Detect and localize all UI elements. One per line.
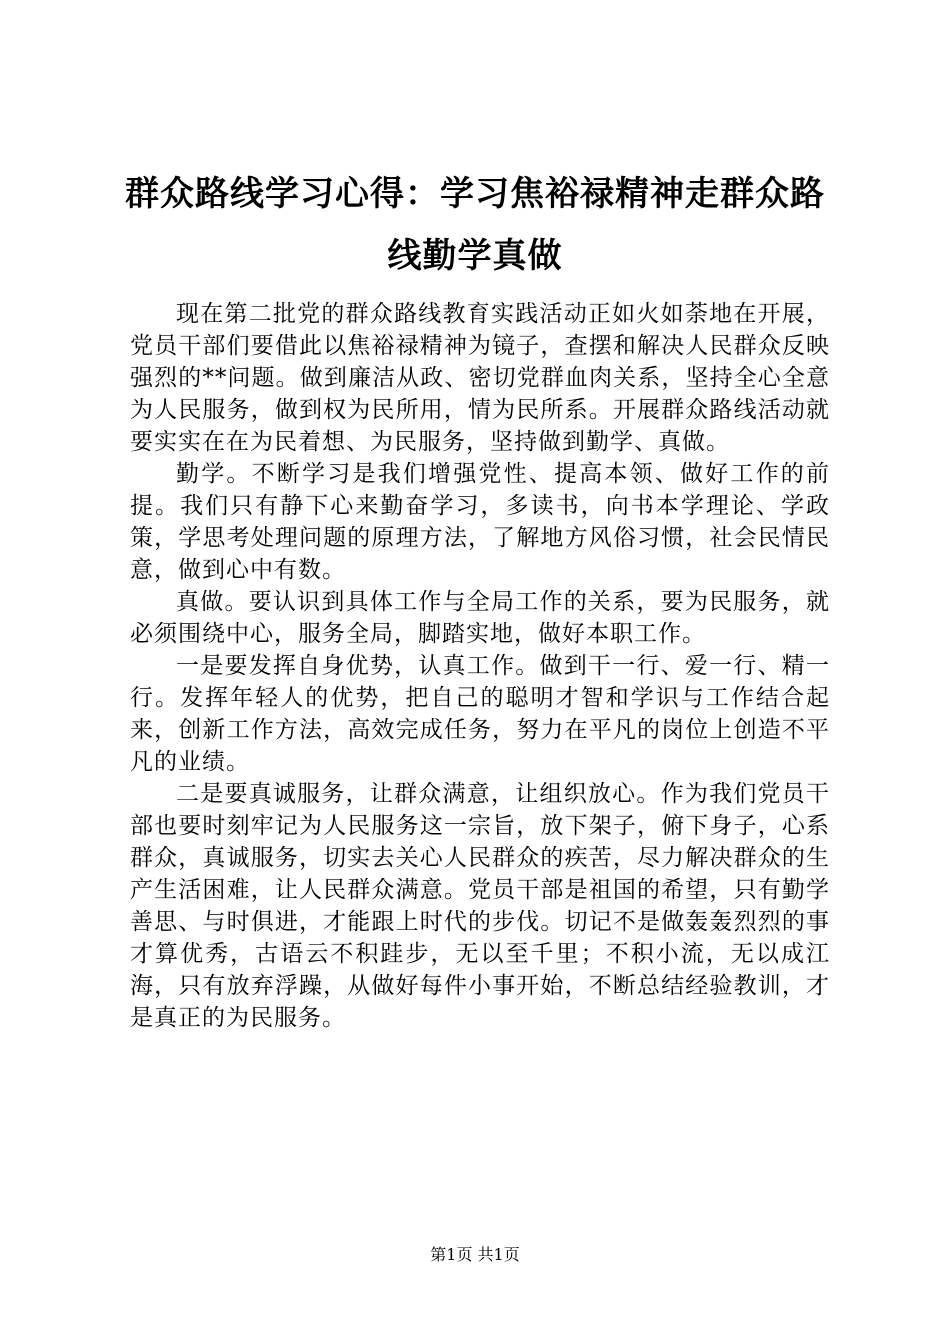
paragraph-point-one: 一是要发挥自身优势，认真工作。做到干一行、爱一行、精一行。发挥年轻人的优势，把自己的聪明才智和学识与工作结合起来，创新工作方法，高效完成任务，努力在平凡的岗位上创造不平凡的业绩。 (130, 653, 830, 775)
document-title: 群众路线学习心得：学习焦裕禄精神走群众路线勤学真做 (125, 174, 825, 276)
paragraph-real-action: 真做。要认识到具体工作与全局工作的关系，要为民服务，就必须围绕中心，服务全局，脚踏实地，做好本职工作。 (130, 589, 830, 647)
paragraph-point-two: 二是要真诚服务，让群众满意，让组织放心。作为我们党员干部也要时刻牢记为人民服务这一宗旨，放下架子，俯下身子，心系群众，真诚服务，切实去关心人民群众的疾苦，尽力解决群众的生产生活困难，让人民群众满意。党员干部是祖国的希望，只有勤学善思、与时俱进，才能跟上时代的步伐。切记不是做轰轰烈烈的事才算优秀，古语云不积跬步，无以至千里；不积小流，无以成江海，只有放弃浮躁，从做好每件小事开始，不断总结经验教训，才是真正的为民服务。 (130, 781, 830, 1031)
paragraph-diligent-study: 勤学。不断学习是我们增强党性、提高本领、做好工作的前提。我们只有静下心来勤奋学习，多读书，向书本学理论、学政策，学思考处理问题的原理方法，了解地方风俗习惯，社会民情民意，做到心中有数。 (130, 461, 830, 583)
document-body (130, 298, 830, 1034)
paragraph-intro: 现在第二批党的群众路线教育实践活动正如火如荼地在开展，党员干部们要借此以焦裕禄精神为镜子，查摆和解决人民群众反映强烈的**问题。做到廉洁从政、密切党群血肉关系，坚持全心全意为人民服务，做到权为民所用，情为民所系。开展群众路线活动就要实实在在为民着想、为民服务，坚持做到勤学、真做。 (130, 301, 830, 455)
page-footer: 第1页 共1页 (430, 1245, 520, 1264)
